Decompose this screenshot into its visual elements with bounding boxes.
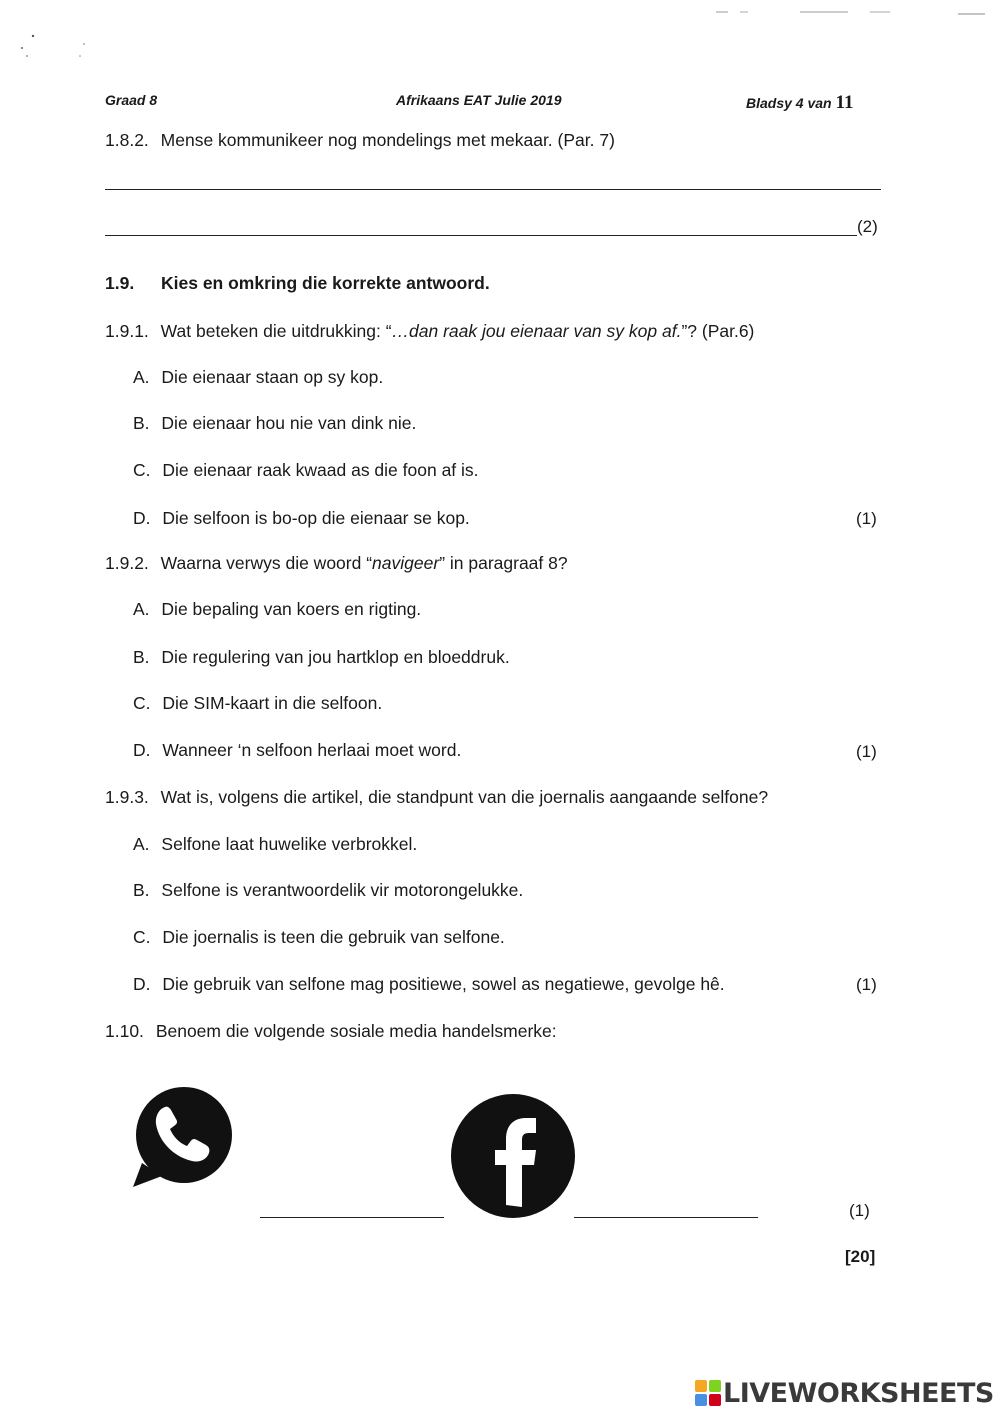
option-1-9-2-b[interactable]: [133, 647, 510, 668]
option-letter: A.: [133, 599, 150, 619]
marks-1-9-1: (1): [856, 509, 877, 528]
answer-line-2[interactable]: [105, 235, 857, 236]
answer-line-facebook[interactable]: [574, 1217, 758, 1218]
marks-1-9-3: (1): [856, 975, 877, 994]
question-text-end: ”? (Par.6): [681, 321, 755, 341]
option-letter: D.: [133, 974, 151, 994]
option-1-9-2-c[interactable]: [133, 693, 382, 714]
option-1-9-2-a[interactable]: [133, 599, 421, 620]
option-1-9-1-a[interactable]: [133, 367, 383, 388]
option-1-9-2-d[interactable]: [133, 740, 461, 761]
option-1-9-3-d[interactable]: [133, 974, 725, 995]
answer-line-1[interactable]: [105, 189, 881, 190]
option-text: Die joernalis is teen die gebruik van selfone.: [162, 927, 505, 947]
question-1-9-1: [105, 321, 754, 342]
whatsapp-logo-icon: [128, 1083, 236, 1193]
option-1-9-1-b[interactable]: [133, 413, 416, 434]
header-grade: Graad 8: [105, 92, 158, 108]
option-1-9-3-a[interactable]: [133, 834, 417, 855]
option-text: Die eienaar raak kwaad as die foon af is.: [162, 460, 479, 480]
option-letter: C.: [133, 927, 151, 947]
header-page-prefix: Bladsy 4 van: [746, 95, 836, 111]
option-text: Die eienaar hou nie van dink nie.: [161, 413, 417, 433]
scan-artifacts: [0, 0, 1000, 70]
liveworksheets-logo-icon: [695, 1380, 721, 1406]
option-text: Die gebruik van selfone mag positiewe, sowel as negatiewe, gevolge hê.: [162, 974, 725, 994]
option-letter: D.: [133, 508, 151, 528]
question-number: 1.8.2.: [105, 130, 149, 150]
option-letter: B.: [133, 880, 150, 900]
question-1-8-2: [105, 130, 615, 151]
section-1-9: [105, 273, 490, 294]
option-letter: A.: [133, 367, 150, 387]
option-text: Die regulering van jou hartklop en bloeddruk.: [161, 647, 510, 667]
section-instruction: Kies en omkring die korrekte antwoord.: [161, 273, 490, 293]
question-text: Mense kommunikeer nog mondelings met mekaar. (Par. 7): [160, 130, 615, 150]
question-1-10: [105, 1021, 557, 1042]
option-letter: D.: [133, 740, 151, 760]
question-text-start: Waarna verwys die woord “: [160, 553, 373, 573]
option-text: Die selfoon is bo-op die eienaar se kop.: [162, 508, 470, 528]
watermark-text: LIVEWORKSHEETS: [723, 1377, 994, 1409]
marks-1-8-2: (2): [857, 217, 878, 236]
section-number: 1.9.: [105, 273, 135, 293]
marks-1-9-2: (1): [856, 742, 877, 761]
option-1-9-3-b[interactable]: [133, 880, 523, 901]
facebook-logo-icon: [450, 1093, 576, 1219]
option-text: Die SIM-kaart in die selfoon.: [162, 693, 383, 713]
question-number: 1.9.1.: [105, 321, 149, 341]
marks-1-10: (1): [849, 1201, 870, 1220]
option-1-9-3-c[interactable]: [133, 927, 505, 948]
option-letter: B.: [133, 647, 150, 667]
option-letter: A.: [133, 834, 150, 854]
liveworksheets-watermark: [695, 1378, 994, 1408]
option-1-9-1-d[interactable]: [133, 508, 470, 529]
option-text: Selfone laat huwelike verbrokkel.: [161, 834, 418, 854]
answer-line-whatsapp[interactable]: [260, 1217, 444, 1218]
total-marks: [20]: [845, 1247, 876, 1266]
question-text-end: ” in paragraaf 8?: [439, 553, 568, 573]
header-page: [746, 92, 853, 114]
question-number: 1.10.: [105, 1021, 144, 1041]
question-text-italic: …dan raak jou eienaar van sy kop af.: [391, 321, 682, 341]
question-text-start: Wat beteken die uitdrukking: “: [160, 321, 392, 341]
option-text: Die bepaling van koers en rigting.: [161, 599, 422, 619]
option-text: Selfone is verantwoordelik vir motorongelukke.: [161, 880, 524, 900]
question-number: 1.9.2.: [105, 553, 149, 573]
option-letter: C.: [133, 693, 151, 713]
header-page-total: 11: [835, 92, 854, 113]
question-1-9-2: [105, 553, 568, 574]
question-text-italic: navigeer: [372, 553, 440, 573]
question-number: 1.9.3.: [105, 787, 149, 807]
question-text: Wat is, volgens die artikel, die standpunt van die joernalis aangaande selfone?: [160, 787, 769, 807]
question-1-9-3: [105, 787, 768, 808]
question-text: Benoem die volgende sosiale media handelsmerke:: [155, 1021, 557, 1041]
header-title: Afrikaans EAT Julie 2019: [396, 92, 562, 108]
option-letter: C.: [133, 460, 151, 480]
option-text: Die eienaar staan op sy kop.: [161, 367, 384, 387]
option-text: Wanneer ‘n selfoon herlaai moet word.: [162, 740, 462, 760]
option-letter: B.: [133, 413, 150, 433]
option-1-9-1-c[interactable]: [133, 460, 479, 481]
